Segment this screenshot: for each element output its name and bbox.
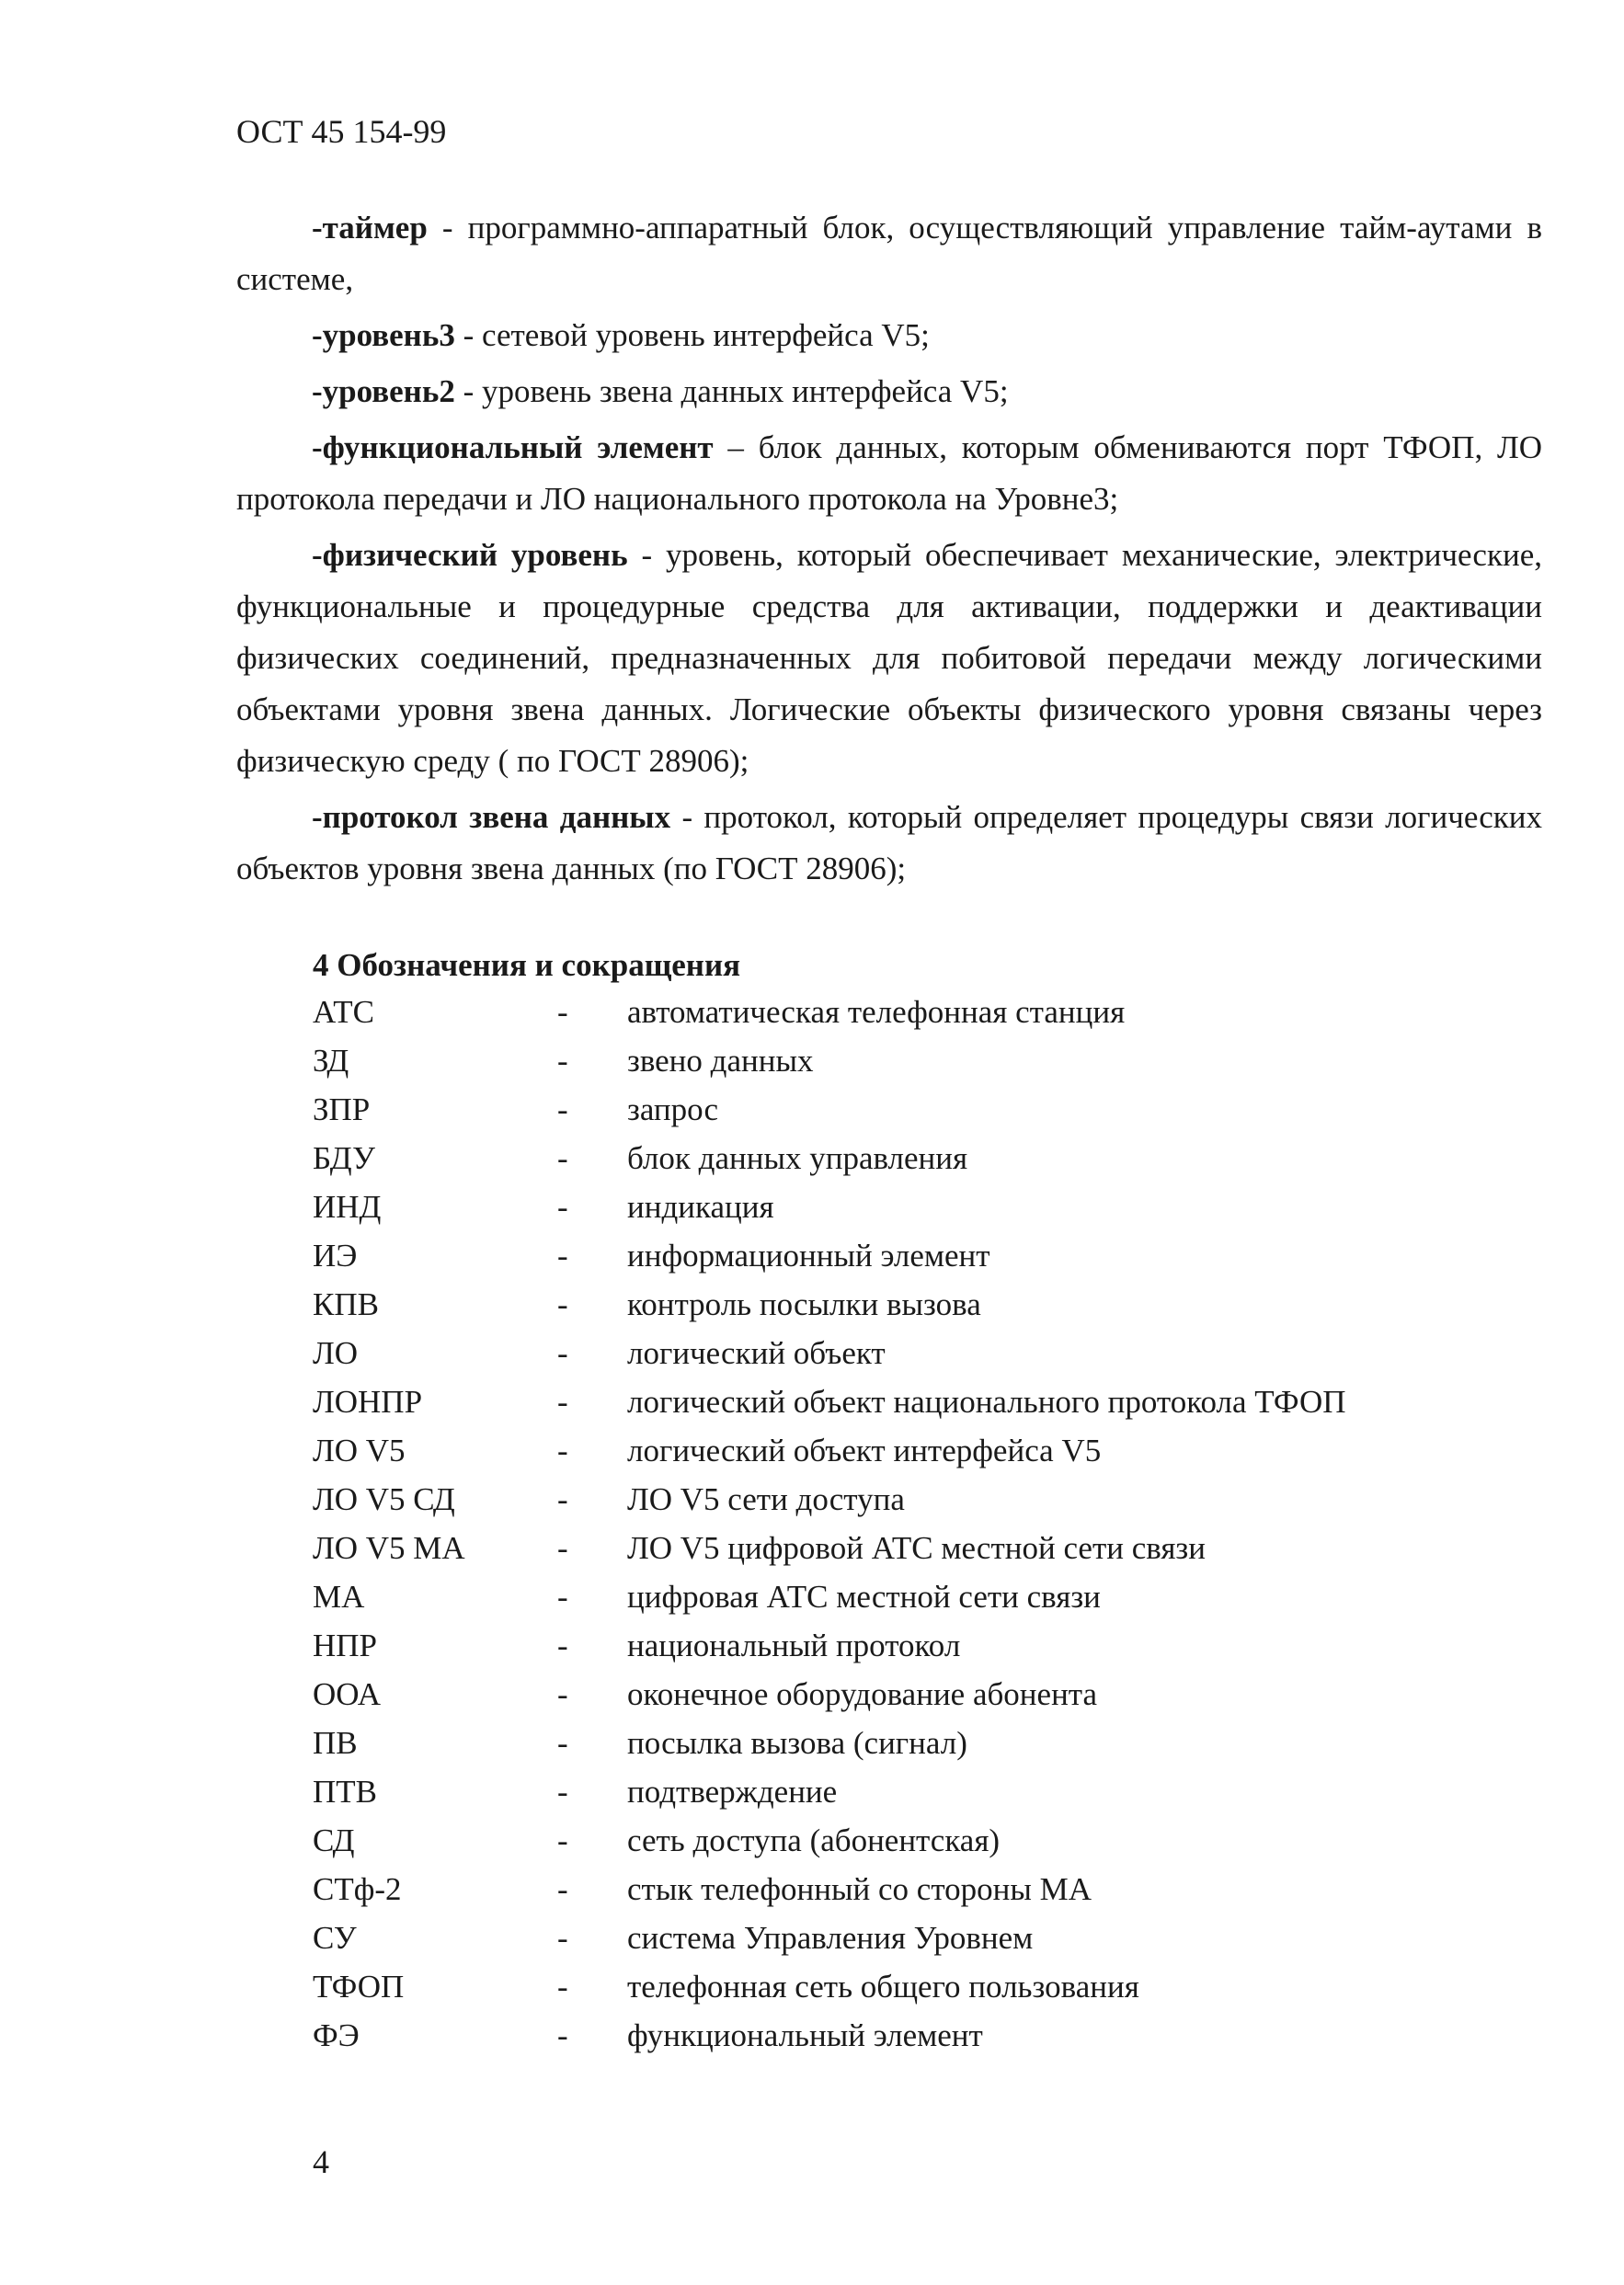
abbreviation-description: логический объект (627, 1335, 886, 1371)
document-code: ОСТ 45 154-99 (236, 113, 447, 150)
definition-term: -уровень3 (312, 317, 455, 353)
abbreviation-description: автоматическая телефонная станция (627, 994, 1126, 1030)
abbreviation-term: ЗД (313, 1043, 349, 1079)
abbreviation-description: телефонная сеть общего пользования (627, 1969, 1139, 2005)
abbreviation-dash: - (557, 1822, 568, 1858)
abbreviations-table (313, 994, 1554, 2066)
definition-text: - программно-аппаратный блок, осуществляющий управление тайм-аутами в системе, (236, 210, 1542, 297)
abbreviation-term: ПВ (313, 1725, 358, 1761)
abbreviation-row (313, 1871, 1554, 1920)
abbreviation-row (313, 1140, 1554, 1189)
abbreviation-dash: - (557, 1920, 568, 1956)
abbreviation-term: ТФОП (313, 1969, 405, 2005)
abbreviation-dash: - (557, 1140, 568, 1176)
abbreviation-term: ЛО (313, 1335, 359, 1371)
abbreviation-row (313, 1725, 1554, 1774)
abbreviation-row (313, 1189, 1554, 1238)
definition-term: -протокол звена данных (312, 799, 671, 835)
abbreviation-term: СТф-2 (313, 1871, 402, 1907)
abbreviation-dash: - (557, 1043, 568, 1079)
abbreviation-row (313, 1969, 1554, 2017)
abbreviation-row (313, 1384, 1554, 1433)
definition-level2 (236, 366, 1542, 417)
abbreviation-row (313, 994, 1554, 1043)
abbreviation-row (313, 1920, 1554, 1969)
definitions-list (236, 202, 1542, 899)
abbreviation-row (313, 1676, 1554, 1725)
abbreviation-term: ФЭ (313, 2017, 360, 2053)
definition-text: - уровень, который обеспечивает механические, электрические, функциональные и процедурные средства для активации, поддержки и деактивации физических соединений, предназначенных для побитовой передачи между логическими объектами уровня звена данных. Логические объекты физического уровня связаны через физическую среду ( по ГОСТ 28906); (236, 537, 1542, 779)
abbreviation-description: система Управления Уровнем (627, 1920, 1034, 1956)
abbreviation-dash: - (557, 994, 568, 1030)
abbreviation-dash: - (557, 1091, 568, 1127)
abbreviation-row (313, 1043, 1554, 1091)
abbreviation-term: ИЭ (313, 1238, 358, 1274)
definition-functional-element (236, 422, 1542, 525)
abbreviation-dash: - (557, 1433, 568, 1468)
abbreviation-dash: - (557, 1676, 568, 1712)
abbreviation-description: ЛО V5 цифровой АТС местной сети связи (627, 1530, 1206, 1566)
abbreviation-description: запрос (627, 1091, 719, 1127)
definition-text: - сетевой уровень интерфейса V5; (454, 317, 930, 353)
abbreviation-dash: - (557, 1286, 568, 1322)
definition-term: -физический уровень (312, 537, 628, 573)
section-title: 4 Обозначения и сокращения (313, 947, 741, 983)
abbreviation-term: НПР (313, 1628, 378, 1663)
page-number: 4 (313, 2143, 329, 2180)
abbreviation-dash: - (557, 2017, 568, 2053)
abbreviation-term: БДУ (313, 1140, 375, 1176)
definition-level3 (236, 310, 1542, 361)
definition-timer (236, 202, 1542, 305)
abbreviation-description: контроль посылки вызова (627, 1286, 981, 1322)
abbreviation-dash: - (557, 1189, 568, 1225)
abbreviation-row (313, 1433, 1554, 1481)
abbreviation-row (313, 2017, 1554, 2066)
abbreviation-description: логический объект интерфейса V5 (627, 1433, 1102, 1468)
abbreviation-description: ЛО V5 сети доступа (627, 1481, 905, 1517)
abbreviation-term: АТС (313, 994, 374, 1030)
abbreviation-row (313, 1091, 1554, 1140)
abbreviation-description: информационный элемент (627, 1238, 990, 1274)
abbreviation-dash: - (557, 1969, 568, 2005)
abbreviation-description: оконечное оборудование абонента (627, 1676, 1098, 1712)
abbreviation-term: СУ (313, 1920, 357, 1956)
abbreviation-row (313, 1335, 1554, 1384)
definition-term: -таймер (312, 210, 428, 246)
definition-term: -функциональный элемент (312, 429, 714, 465)
abbreviation-description: блок данных управления (627, 1140, 968, 1176)
abbreviation-dash: - (557, 1384, 568, 1420)
abbreviation-term: ЛО V5 (313, 1433, 406, 1468)
abbreviation-description: индикация (627, 1189, 774, 1225)
abbreviation-term: ЛО V5 СД (313, 1481, 455, 1517)
abbreviation-description: посылка вызова (сигнал) (627, 1725, 967, 1761)
abbreviation-dash: - (557, 1725, 568, 1761)
abbreviation-row (313, 1286, 1554, 1335)
definition-physical-level (236, 530, 1542, 787)
abbreviation-row (313, 1822, 1554, 1871)
abbreviation-dash: - (557, 1238, 568, 1274)
abbreviation-dash: - (557, 1579, 568, 1615)
abbreviation-dash: - (557, 1530, 568, 1566)
abbreviation-dash: - (557, 1481, 568, 1517)
definition-text: – блок данных, которым обмениваются порт ТФОП, ЛО протокола передачи и ЛО национального протокола на Уровне3; (236, 429, 1543, 517)
abbreviation-row (313, 1530, 1554, 1579)
abbreviation-term: ЗПР (313, 1091, 371, 1127)
abbreviation-description: функциональный элемент (627, 2017, 983, 2053)
abbreviation-description: цифровая АТС местной сети связи (627, 1579, 1101, 1615)
abbreviation-dash: - (557, 1628, 568, 1663)
abbreviation-term: ЛОНПР (313, 1384, 423, 1420)
abbreviation-description: логический объект национального протокола ТФОП (627, 1384, 1346, 1420)
abbreviation-term: ЛО V5 МА (313, 1530, 465, 1566)
definition-text: - протокол, который определяет процедуры связи логических объектов уровня звена данных (по ГОСТ 28906); (236, 799, 1542, 886)
abbreviation-term: МА (313, 1579, 365, 1615)
abbreviation-dash: - (557, 1335, 568, 1371)
abbreviation-row (313, 1238, 1554, 1286)
abbreviation-dash: - (557, 1871, 568, 1907)
abbreviation-dash: - (557, 1774, 568, 1810)
definition-text: - уровень звена данных интерфейса V5; (454, 373, 1009, 409)
abbreviation-row (313, 1579, 1554, 1628)
abbreviation-row (313, 1481, 1554, 1530)
definition-data-link-protocol (236, 792, 1542, 895)
abbreviation-description: подтверждение (627, 1774, 838, 1810)
abbreviation-description: национальный протокол (627, 1628, 961, 1663)
abbreviation-row (313, 1628, 1554, 1676)
abbreviation-term: КПВ (313, 1286, 379, 1322)
abbreviation-term: ООА (313, 1676, 382, 1712)
abbreviation-description: сеть доступа (абонентская) (627, 1822, 1001, 1858)
abbreviation-row (313, 1774, 1554, 1822)
abbreviation-term: ПТВ (313, 1774, 377, 1810)
abbreviation-term: СД (313, 1822, 355, 1858)
definition-term: -уровень2 (312, 373, 455, 409)
abbreviation-description: стык телефонный со стороны МА (627, 1871, 1092, 1907)
abbreviation-description: звено данных (627, 1043, 814, 1079)
abbreviation-term: ИНД (313, 1189, 382, 1225)
